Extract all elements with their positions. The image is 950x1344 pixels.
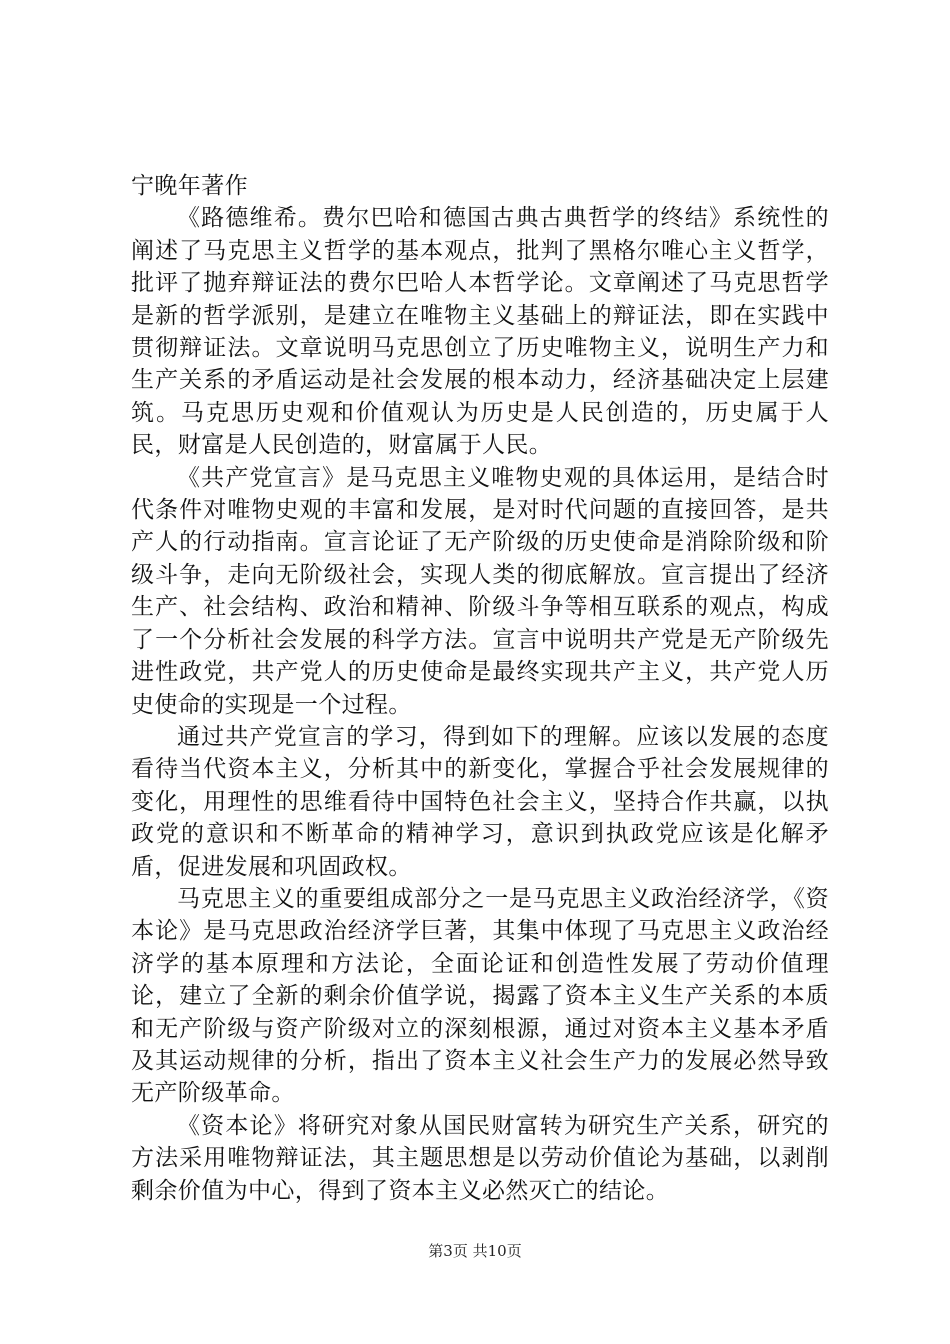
page-footer: 第3页 共10页 bbox=[428, 1242, 522, 1260]
paragraph-feuerbach: 《路德维希。费尔巴哈和德国古典古典哲学的终结》系统性的阐述了马克思主义哲学的基本观点，批判了黑格尔唯心主义哲学，批评了抛弃辩证法的费尔巴哈人本哲学论。文章阐述了马克思哲学是新的哲学派别，是建立在唯物主义基础上的辩证法，即在实践中贯彻辩证法。文章说明马克思创立了历史唯物主义，说明生产力和生产关系的矛盾运动是社会发展的根本动力，经济基础决定上层建筑。马克思历史观和价值观认为历史是人民创造的，历史属于人民，财富是人民创造的，财富属于人民。 bbox=[131, 205, 829, 459]
document-body bbox=[131, 170, 829, 1207]
paragraph-continuation: 宁晚年著作 bbox=[131, 173, 248, 199]
paragraph-manifesto: 《共产党宣言》是马克思主义唯物史观的具体运用，是结合时代条件对唯物史观的丰富和发展，是对时代问题的直接回答，是共产人的行动指南。宣言论证了无产阶级的历史使命是消除阶级和阶级斗争，走向无阶级社会，实现人类的彻底解放。宣言提出了经济生产、社会结构、政治和精神、阶级斗争等相互联系的观点，构成了一个分析社会发展的科学方法。宣言中说明共产党是无产阶级先进性政党，共产党人的历史使命是最终实现共产主义，共产党人历史使命的实现是一个过程。 bbox=[131, 464, 829, 718]
paragraph-manifesto-study: 通过共产党宣言的学习，得到如下的理解。应该以发展的态度看待当代资本主义，分析其中的新变化，掌握合乎社会发展规律的变化，用理性的思维看待中国特色社会主义，坚持合作共赢，以执政党的意识和不断革命的精神学习，意识到执政党应该是化解矛盾，促进发展和巩固政权。 bbox=[131, 723, 829, 880]
paragraph-political-economy: 马克思主义的重要组成部分之一是马克思主义政治经济学，《资本论》是马克思政治经济学巨著，其集中体现了马克思主义政治经济学的基本原理和方法论，全面论证和创造性发展了劳动价值理论，建立了全新的剩余价值学说，揭露了资本主义生产关系的本质和无产阶级与资产阶级对立的深刻根源，通过对资本主义基本矛盾及其运动规律的分析，指出了资本主义社会生产力的发展必然导致无产阶级革命。 bbox=[131, 885, 829, 1107]
paragraph-capital: 《资本论》将研究对象从国民财富转为研究生产关系，研究的方法采用唯物辩证法，其主题思想是以劳动价值论为基础，以剥削剩余价值为中心，得到了资本主义必然灭亡的结论。 bbox=[131, 1112, 829, 1204]
